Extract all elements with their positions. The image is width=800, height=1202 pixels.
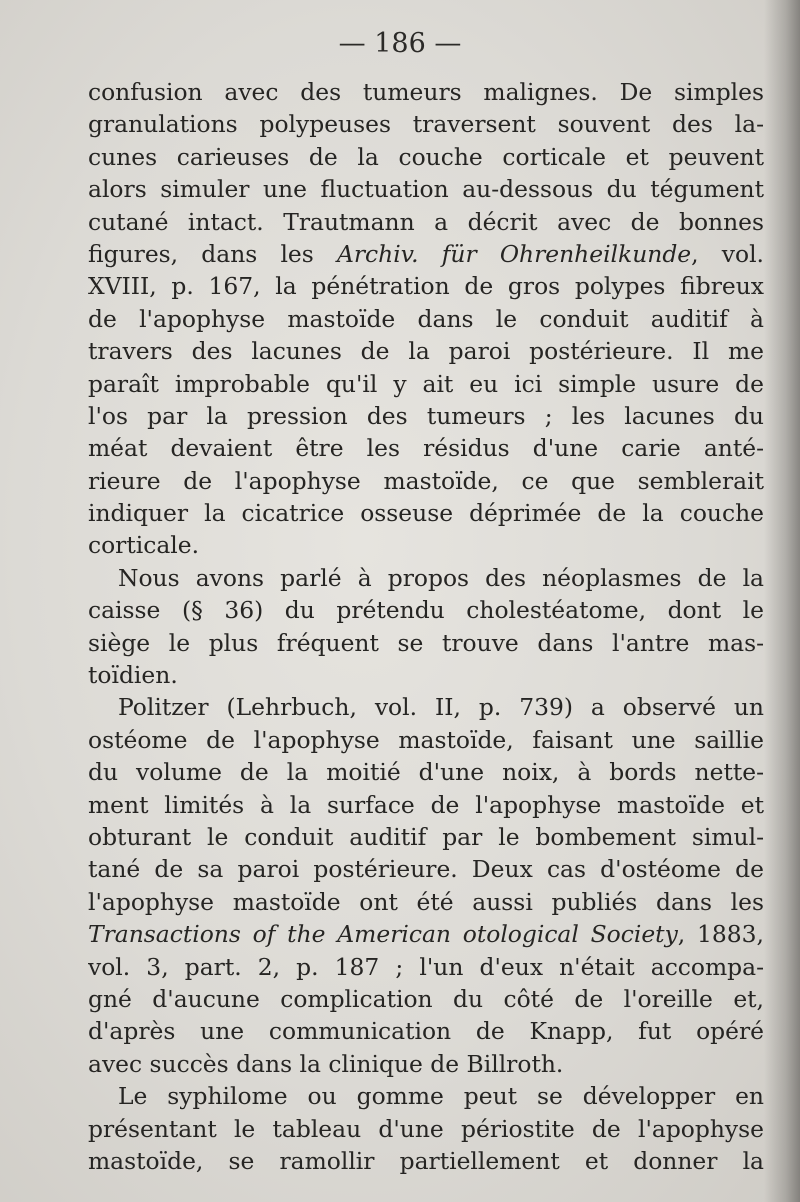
text-line: mastoïde, se ramollir partiellement et donner la — [88, 1146, 764, 1175]
text-line: l'os par la pression des tumeurs ; les lacunes du — [88, 401, 764, 430]
text-line: Le syphilome ou gomme peut se développer en — [118, 1082, 764, 1111]
text-line: toïdien. — [88, 661, 178, 690]
text-line: de l'apophyse mastoïde dans le conduit auditif à — [88, 304, 764, 333]
text-line: avec succès dans la clinique de Billroth. — [88, 1049, 564, 1078]
text-line: vol. 3, part. 2, p. 187 ; l'un d'eux n'était accompa- — [88, 952, 764, 981]
text-line: indiquer la cicatrice osseuse déprimée de la couche — [88, 499, 764, 528]
text-line: ment limités à la surface de l'apophyse mastoïde et — [88, 790, 764, 819]
text-line: Politzer (Lehrbuch, vol. II, p. 739) a observé un — [118, 693, 764, 722]
text-line: méat devaient être les résidus d'une carie anté- — [88, 434, 764, 463]
page-edge-shadow — [764, 0, 800, 1202]
text-line: corticale. — [88, 531, 200, 560]
text-line: ostéome de l'apophyse mastoïde, faisant une saillie — [88, 725, 764, 754]
page-number: — 186 — — [338, 28, 462, 59]
paragraph — [88, 76, 764, 562]
text-line: caisse (§ 36) du prétendu cholestéatome, dont le — [88, 596, 764, 625]
body-text — [88, 76, 764, 1177]
text-line: présentant le tableau d'une périostite de l'apophyse — [88, 1114, 764, 1143]
text-line: obturant le conduit auditif par le bombement simul- — [88, 822, 764, 851]
text-line: du volume de la moitié d'une noix, à bords nette- — [88, 758, 764, 787]
paragraph — [88, 691, 764, 1080]
text-line: l'apophyse mastoïde ont été aussi publiés dans les — [88, 887, 764, 916]
text-line: Nous avons parlé à propos des néoplasmes de la — [118, 563, 764, 592]
text-line: granulations polypeuses traversent souvent des la- — [88, 110, 764, 139]
paragraph — [88, 1080, 764, 1177]
text-line: travers des lacunes de la paroi postérieure. Il me — [88, 337, 764, 366]
text-line: cutané intact. Trautmann a décrit avec de bonnes — [88, 207, 764, 236]
text-line: d'après une communication de Knapp, fut opéré — [88, 1017, 764, 1046]
text-line: figures, dans les Archiv. für Ohrenheilkunde, vol. — [88, 239, 764, 268]
text-line: tané de sa paroi postérieure. Deux cas d'ostéome de — [88, 855, 764, 884]
text-line: siège le plus fréquent se trouve dans l'antre mas- — [88, 628, 764, 657]
text-line: confusion avec des tumeurs malignes. De simples — [88, 78, 764, 106]
text-line: Transactions of the American otological Society, 1883, — [88, 920, 764, 949]
paragraph — [88, 562, 764, 692]
text-line: XVIII, p. 167, la pénétration de gros polypes fibreux — [88, 272, 764, 301]
text-line: paraît improbable qu'il y ait eu ici simple usure de — [88, 369, 764, 398]
text-line: cunes carieuses de la couche corticale et peuvent — [88, 142, 764, 171]
text-line: rieure de l'apophyse mastoïde, ce que semblerait — [88, 466, 764, 495]
text-line: alors simuler une fluctuation au-dessous du tégument — [88, 175, 764, 204]
text-line: gné d'aucune complication du côté de l'oreille et, — [88, 984, 764, 1013]
